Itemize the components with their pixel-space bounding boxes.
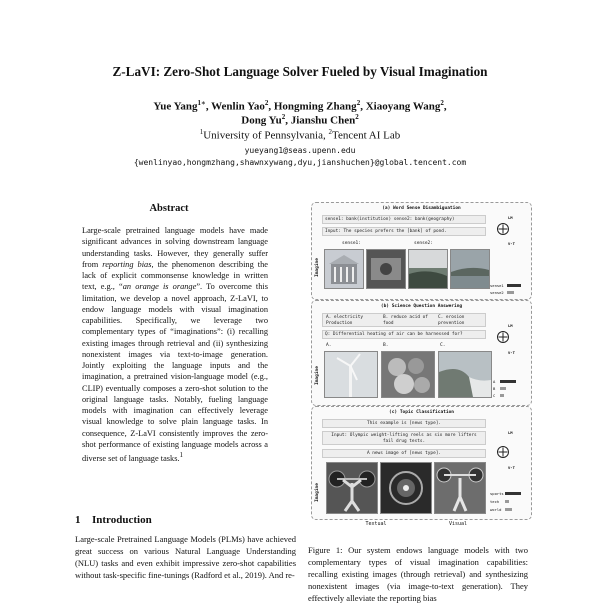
option-a: A. electricity Production	[326, 315, 364, 326]
image-label-a: A.	[326, 343, 332, 348]
abstract-text: Large-scale pretrained language models have made significant advances in solving downstream language understanding tasks. However, they generally suffer from	[82, 226, 268, 269]
author-name: Dong Yu	[241, 114, 282, 127]
weightlifting-image-2	[380, 462, 432, 514]
vt-label: V-T	[508, 350, 515, 355]
imagine-label: Imagine	[315, 366, 320, 385]
weightlifting-image-1	[326, 462, 378, 514]
result-label: B	[493, 386, 496, 391]
sense1-label: sense1:	[342, 241, 361, 246]
section-number: 1	[75, 514, 81, 526]
vt-label: V-T	[508, 241, 515, 246]
ensemble-plus-icon	[496, 222, 510, 236]
author-sup: 2	[356, 99, 361, 107]
affil-sup: 1	[199, 128, 204, 136]
result-label: tech	[490, 499, 500, 504]
result-bar	[505, 508, 512, 511]
vt-label: V-T	[508, 465, 515, 470]
image-label-b: B.	[383, 343, 389, 348]
fruit-image	[381, 351, 435, 398]
coastal-erosion-image	[438, 351, 492, 398]
intro-body: Large-scale Pretrained Language Models (PLMs) have achieved great success on various Natural Language Understanding (NLU) tasks and even exhibit impressive zero-shot capabilities without task-specific fine-tunings (Radford et al., 2019). And re-	[75, 534, 296, 580]
legend-visual: Visual	[448, 521, 468, 527]
result-label: sports	[490, 491, 504, 496]
affiliation-1: University of Pennsylvania,	[203, 129, 329, 142]
option-c: C. erosion prevention	[438, 315, 465, 326]
email-secondary[interactable]: {wenlinyao,hongmzhang,shawnxywang,dyu,jianshuchen}@global.tencent.com	[133, 158, 467, 167]
bank-building-image	[324, 249, 364, 289]
author-sup: 2	[355, 113, 359, 121]
result-bar	[507, 291, 514, 294]
section-heading: Introduction	[92, 514, 152, 526]
panel-b-title: (b) Science Question Answering	[380, 304, 463, 309]
result-bar	[507, 284, 521, 287]
affiliation-2: Tencent AI Lab	[332, 129, 401, 142]
input-box: Input: The species prefers the [bank] of pond.	[322, 227, 486, 236]
email-primary[interactable]: yueyang1@seas.upenn.edu	[244, 146, 356, 155]
imagine-label: Imagine	[315, 258, 320, 277]
template-box: This example is [news type].	[322, 419, 486, 428]
river-bank-image	[450, 249, 490, 289]
result-label: A	[493, 379, 496, 384]
author-name: Wenlin Yao	[211, 100, 265, 113]
author-sup: 2	[440, 99, 444, 107]
abstract-emphasis: reporting bias	[102, 259, 152, 269]
figure-caption: Figure 1: Our system endows language models with two complementary types of visual imagination capabilities: recalling existing images (through retrieval) and synthesizing nonexistent images (via image-to-text generation). They effectively alleviate the reporting bias	[308, 545, 528, 603]
lm-label: LM	[508, 430, 513, 435]
image-label-c: C.	[440, 343, 446, 348]
lm-label: LM	[508, 215, 513, 220]
result-label: sense2	[490, 290, 504, 295]
affil-sup: 2	[328, 128, 332, 136]
pond-bank-image	[408, 249, 448, 289]
author-line-2: Dong Yu$^2$, Jianshu Chen$^2$	[241, 113, 359, 127]
panel-c-title: (c) Topic Classification	[388, 410, 455, 415]
imagine-label: Imagine	[315, 483, 320, 502]
options-box	[322, 313, 486, 327]
author-name: Jianshu Chen	[290, 114, 356, 127]
money-image	[366, 249, 406, 289]
result-bar	[505, 500, 509, 503]
weightlifting-image-3	[434, 462, 486, 514]
footnote-marker[interactable]: 1	[179, 451, 184, 459]
figure-panel-c	[311, 406, 532, 520]
author-sup: 2	[264, 99, 269, 107]
sense2-label: sense2:	[414, 241, 433, 246]
result-label: world	[490, 507, 502, 512]
author-line-1: Yue Yang$^{1∗}$, Wenlin Yao$^2$, Hongming Zhang$^2$, Xiaoyang Wang$^2$,	[153, 99, 447, 113]
author-name: Hongming Zhang	[273, 100, 357, 113]
abstract-heading: Abstract	[149, 203, 189, 214]
wind-turbine-image	[324, 351, 378, 398]
result-label: sense1	[490, 283, 504, 288]
result-bar	[500, 380, 516, 383]
affiliations	[0, 128, 600, 142]
input-box: Input: Olympic weight-lifting reels as six more lifters fail drug tests.	[322, 431, 486, 445]
prompt-box: A news image of [news type].	[322, 449, 486, 458]
result-label: C	[493, 393, 496, 398]
result-bar	[500, 394, 504, 397]
abstract-text: ”. To overcome this limitation, we develop a novel approach, Z-LaVI, to endow language models with visual imagination capabilities. Specifically, we leverage two complementary types of “imaginations”: (i) recalling existing images through retrieval and (ii) synthesizing nonexistent images via text-to-image generation. Jointly exploiting the language inputs and the imagination, a pretrained vision-language model (e.g., CLIP) eventually composes a zero-shot solution to the original language tasks. Notably, fueling language models with imagination can effectively leverage visual knowledge to solve plain language tasks. In consequence, Z-LaVI consistently improves the zero-shot performance of existing language models across a diverse set of language tasks.	[82, 282, 268, 463]
author-name: Yue Yang	[153, 100, 198, 113]
panel-a-title: (a) Word Sense Disambiguation	[382, 206, 461, 211]
figure-panel-b	[311, 300, 532, 406]
ensemble-plus-icon	[496, 330, 510, 344]
figure-panel-a	[311, 202, 532, 300]
lm-label: LM	[508, 323, 513, 328]
result-bar	[500, 387, 506, 390]
result-bar	[505, 492, 521, 495]
senses-box: sense1: bank(institution) sense2: bank(geography)	[322, 215, 486, 224]
option-b: B. reduce acid of food	[383, 315, 428, 326]
paper-title: Z-LaVI: Zero-Shot Language Solver Fueled by Visual Imagination	[112, 64, 488, 79]
abstract-text: , the phenomenon describing the lack of explicit commonsense knowledge in written text, e.g., “	[82, 259, 268, 292]
abstract-body	[82, 225, 268, 464]
legend-textual: Textual	[365, 521, 387, 527]
abstract-emphasis: an orange is orange	[122, 282, 197, 292]
author-sup: 1∗	[197, 99, 206, 107]
author-name: Xiaoyang Wang	[365, 100, 441, 113]
author-sup: 2	[281, 113, 286, 121]
ensemble-plus-icon	[496, 445, 510, 459]
question-box: Q: Differential heating of air can be harnessed for?	[322, 330, 486, 339]
